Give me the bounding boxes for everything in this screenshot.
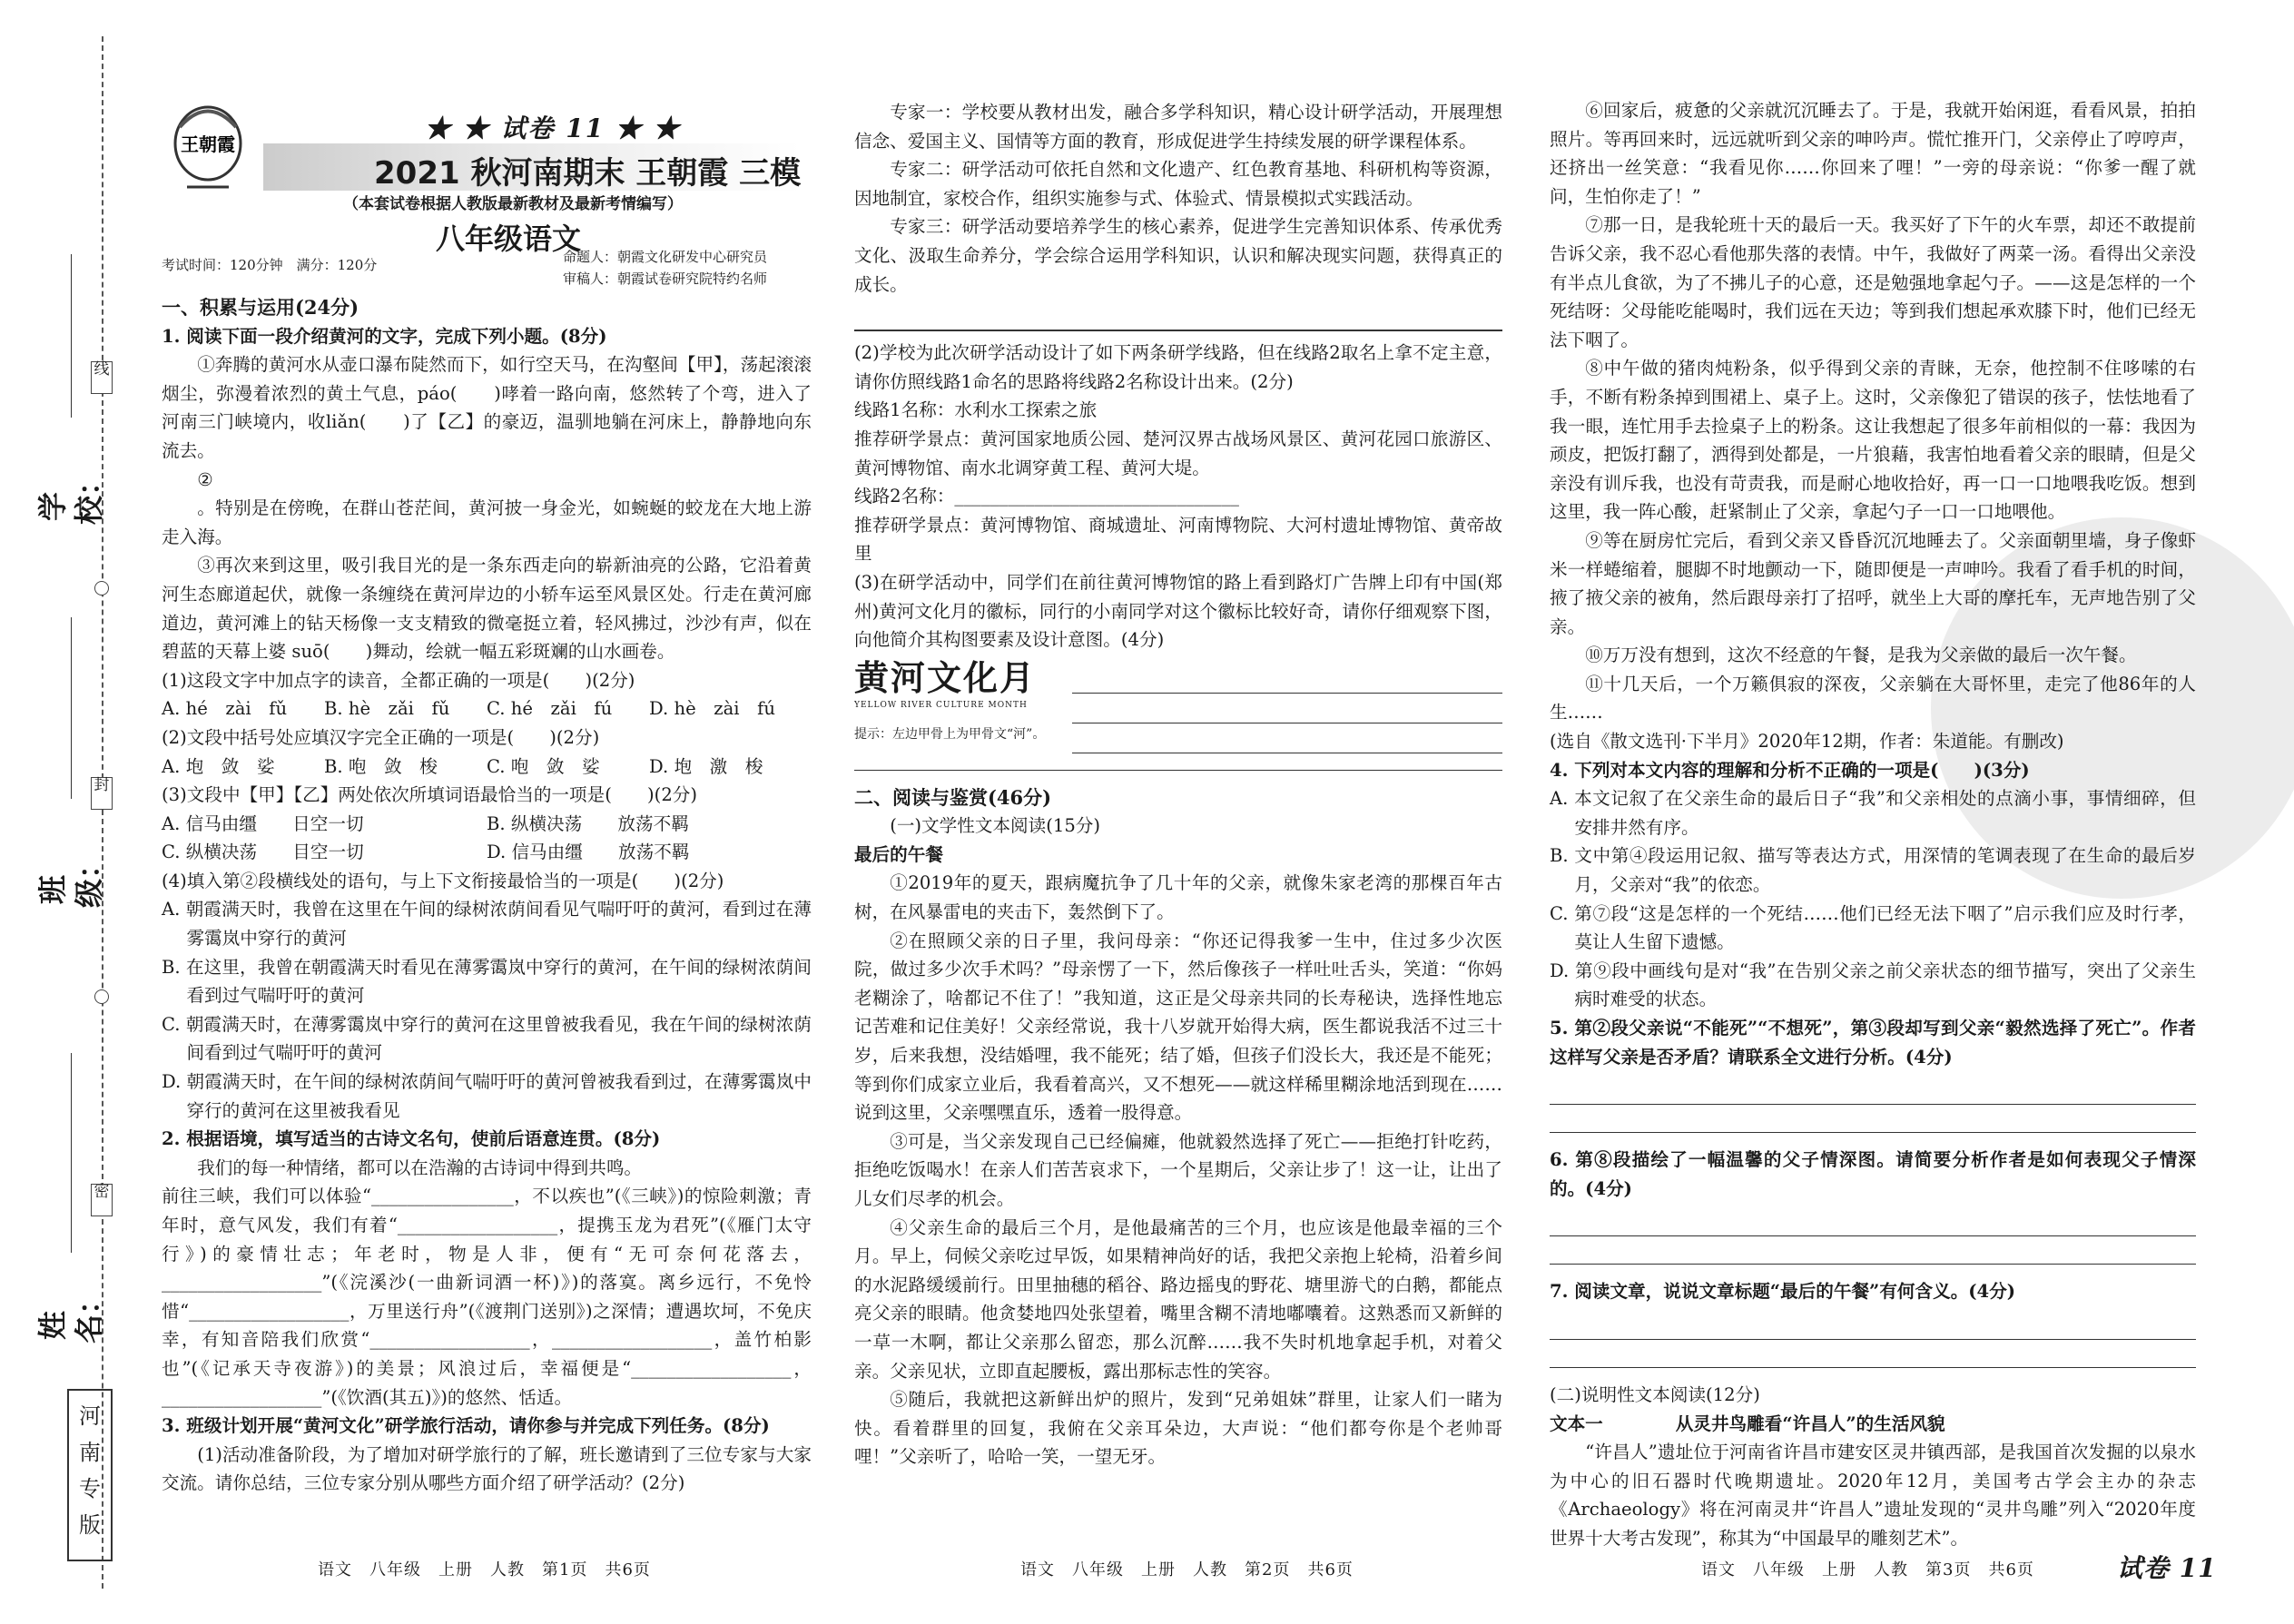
answer-lines[interactable] <box>1550 1312 2196 1368</box>
option-item[interactable]: C. hé zǎi fú <box>487 698 613 720</box>
emblem-title: 黄河文化月 <box>854 656 1037 698</box>
paragraph: (2)文段中括号处应填汉字完全正确的一项是( )(2分) <box>162 726 600 748</box>
answer-lines[interactable] <box>1550 1077 2196 1133</box>
footer-paper-tag: 试卷 11 <box>2117 1553 2217 1583</box>
class-label: 班级： <box>35 849 106 908</box>
option-item[interactable]: D. 信马由缰 放荡不羁 <box>487 842 690 863</box>
culture-month-emblem <box>854 656 1502 753</box>
paragraph: (选自《散文选刊·下半月》2020年12期，作者：朱道能。有删改) <box>1550 731 2064 753</box>
paragraph: 专家二：研学活动可依托自然和文化遗产、红色教育基地、科研机构等资源，因地制宜，家校合作，组织实施参与式、体验式、情景模拟式实践活动。 <box>854 159 1502 209</box>
paragraph: ①奔腾的黄河水从壶口瀑布陡然而下，如行空天马，在沟壑间【甲】，荡起滚滚烟尘，弥漫着浓烈的黄土气息，páo( )哮着一路向南，悠然转了个弯，进入了河南三门峡境内，收liǎn( )了【乙】的豪迈，温驯地躺在河床上，静静地向东流去。 <box>162 354 812 461</box>
option-item[interactable]: B. 文中第④段运用记叙、描写等表达方式，用深情的笔调表现了在生命的最后岁月，父亲对“我”的依恋。 <box>1550 845 2196 896</box>
option-item[interactable]: A. 信马由缰 日空一切 <box>162 812 364 834</box>
option-item[interactable]: A. 朝霞满天时，我曾在这里在午间的绿树浓荫间看见气喘吁吁的黄河，看到过在薄雾霭岚中穿行的黄河 <box>162 899 812 950</box>
paragraph: ⑪十几天后，一个万籁俱寂的深夜，父亲躺在大哥怀里，走完了他86年的人生…… <box>1550 673 2196 723</box>
options-row <box>162 753 812 782</box>
cut-line <box>102 36 103 1589</box>
paragraph: 线路1名称：水利水工探索之旅 <box>854 399 1098 421</box>
option-item[interactable]: C. 第⑦段“这是怎样的一个死结……他们已经无法下咽了”启示我们应及时行孝，莫让人生留下遗憾。 <box>1550 902 2196 953</box>
paragraph: ② <box>197 468 213 490</box>
paragraph: ⑨等在厨房忙完后，看到父亲又昏昏沉沉地睡去了。父亲面朝里墙，身子像虾米一样蜷缩着，腿脚不时地颤动一下，随即便是一声呻吟。我看了看手机的时间，掖了掖父亲的被角，然后跟母亲打了招呼，就坐上大哥的摩托车，无声地告别了父亲。 <box>1550 529 2196 637</box>
paragraph: 推荐研学景点：黄河国家地质公园、楚河汉界古战场风景区、黄河花园口旅游区、黄河博物馆、南水北调穿黄工程、黄河大堤。 <box>854 428 1502 478</box>
paragraph: ⑦那一日，是我轮班十天的最后一天。我买好了下午的火车票，却还不敢提前告诉父亲，我不忍心看他那失落的表情。中午，我做好了两菜一汤。看得出父亲没有半点儿食欲，为了不拂儿子的心意，还是勉强地拿起勺子。——这是怎样的一个死结呀：父母能吃能喝时，我们远在天边；等到我们想起承欢膝下时，他们已经无法下咽了。 <box>1550 214 2196 350</box>
option-item[interactable]: C. 咆 敛 娑 <box>487 755 600 777</box>
footer-page-2: 语文 八年级 上册 人教 第2页 共6页 <box>1020 1560 1354 1580</box>
paragraph: (3)在研学活动中，同学们在前往黄河博物馆的路上看到路灯广告牌上印有中国(郑州)黄河文化月的徽标，同行的小南同学对这个徽标比较好奇，请你仔细观察下图，向他简介其构图要素及设计意图。(4分) <box>854 571 1502 651</box>
question: 5. 第②段父亲说“不能死”“不想死”，第③段却写到父亲“毅然选择了死亡”。作者这样写父亲是否矛盾？请联系全文进行分析。(4分) <box>1550 1018 2196 1068</box>
gutter-mark-mi: 密 <box>91 1184 113 1216</box>
answer-lines[interactable] <box>1550 1208 2196 1265</box>
paragraph: ①2019年的夏天，跟病魔抗争了几十年的父亲，就像朱家老湾的那棵百年古树，在风暴雷电的夹击下，轰然倒下了。 <box>854 872 1502 923</box>
question: 1. 阅读下面一段介绍黄河的文字，完成下列小题。(8分) <box>162 325 607 347</box>
column-3 <box>1550 96 2196 1553</box>
option-item[interactable]: C. 纵横决荡 目空一切 <box>162 842 364 863</box>
option-item[interactable]: D. 垉 激 梭 <box>649 755 763 777</box>
paragraph: 最后的午餐 <box>854 843 943 865</box>
paragraph: 专家三：研学活动要培养学生的核心素养，促进学生完善知识体系、传承优秀文化、汲取生命养分，学会综合运用学科知识，认识和解决现实问题，获得真正的成长。 <box>854 216 1502 295</box>
paragraph: ③再次来到这里，吸引我目光的是一条东西走向的崭新油亮的公路，它沿着黄河生态廊道起伏，就像一条缠绕在黄河岸边的小轿车运至风景区处。行走在黄河廊道边，黄河滩上的钻天杨像一支支精致的微毫挺立着，轻风拂过，沙沙有声，似在碧蓝的天幕上婆 suō( )舞动，绘就一幅五彩斑斓的山水画卷。 <box>162 555 812 663</box>
question: 4. 下列对本文内容的理解和分析不正确的一项是( )(3分) <box>1550 759 2030 781</box>
footer-page-3: 语文 八年级 上册 人教 第3页 共6页 <box>1701 1560 2034 1580</box>
gutter-mark-feng: 封 <box>91 777 113 810</box>
paragraph: 推荐研学景点：黄河博物馆、商城遗址、河南博物院、大河村遗址博物馆、黄帝故里 <box>854 514 1502 565</box>
paragraph: (1)活动准备阶段，为了增加对研学旅行的了解，班长邀请到了三位专家与大家交流。请你总结，三位专家分别从哪些方面介绍了研学活动？(2分) <box>162 1443 812 1494</box>
paragraph: (1)这段文字中加点字的读音，全都正确的一项是( )(2分) <box>162 669 635 691</box>
paragraph: ⑥回家后，疲惫的父亲就沉沉睡去了。于是，我就开始闲逛，看看风景，拍拍照片。等再回来时，远远就听到父亲的呻吟声。慌忙推开门，父亲停止了哼哼声，还挤出一丝笑意：“我看见你……你回来了哩！”一旁的母亲说：“你爹一醒了就问，生怕你走了！” <box>1550 100 2196 207</box>
paragraph: 前往三峡，我们可以体验“________________，不以疾也”(《三峡》)的惊险刺激；青年时，意气风发，我们有着“__________________，提携玉龙为君死”(《雁门太守行》)的豪情壮志；年老时，物是人非，便有“无可奈何花落去，__________________”(《浣溪沙(一曲新词酒一杯)》)的落寞。离乡远行，不免怜惜“__________________，万里送行舟”(《渡荆门送别》)之深情；遭遇坎坷，不免庆幸，有知音陪我们欣赏“__________________，__________________，盖竹柏影也”(《记承天寺夜游》)的美景；风浪过后，幸福便是“__________________，__________________”(《饮酒(其五)》)的悠然、恬适。 <box>162 1186 812 1408</box>
option-item[interactable]: B. 咆 敛 梭 <box>324 755 438 777</box>
question: 7. 阅读文章，说说文章标题“最后的午餐”有何含义。(4分) <box>1550 1281 2016 1303</box>
subject-title: 八年级语文 <box>436 221 582 256</box>
binding-hole <box>94 581 109 595</box>
paragraph: ⑤随后，我就把这新鲜出炉的照片，发到“兄弟姐妹”群里，让家人们一睹为快。看着群里的回复，我俯在父亲耳朵边，大声说：“他们都夸你是个老帅哥哩！”父亲听了，哈哈一笑，一望无牙。 <box>854 1389 1502 1468</box>
question: 3. 班级计划开展“黄河文化”研学旅行活动，请你参与并完成下列任务。(8分) <box>162 1415 770 1437</box>
option-item[interactable]: B. 在这里，我曾在朝霞满天时看见在薄雾霭岚中穿行的黄河，在午间的绿树浓荫间看到过气喘吁吁的黄河 <box>162 956 812 1007</box>
column-1 <box>162 293 812 1498</box>
paragraph: (3)文段中【甲】【乙】两处依次所填词语最恰当的一项是( )(2分) <box>162 784 698 806</box>
answer-line[interactable] <box>854 761 1502 771</box>
paragraph: (4)填入第②段横线处的语句，与上下文衔接最恰当的一项是( )(2分) <box>162 870 724 891</box>
page-title: 2021 秋河南期末 王朝霞 三模 <box>374 155 802 192</box>
school-label: 学校： <box>35 466 106 525</box>
option-item[interactable]: A. 垉 敛 娑 <box>162 755 275 777</box>
option-item[interactable]: D. hè zài fú <box>649 698 776 720</box>
paragraph: (二)说明性文本阅读(12分) <box>1550 1383 1760 1405</box>
school-line <box>71 254 72 418</box>
text-title-row <box>1550 1410 2196 1439</box>
question: 2. 根据语境，填写适当的古诗文名句，使前后语意连贯。(8分) <box>162 1128 661 1150</box>
paragraph: 。特别是在傍晚，在群山苍茫间，黄河披一身金光，如蜿蜒的蛟龙在大地上游走入海。 <box>162 497 812 547</box>
paragraph: 专家一：学校要从教材出发，融合多学科知识，精心设计研学活动，开展理想信念、爱国主义、国情等方面的教育，形成促进学生持续发展的研学课程体系。 <box>854 102 1502 152</box>
paragraph: 线路2名称：________________________________ <box>854 486 1239 507</box>
province-edition: 河南专版 <box>67 1389 113 1561</box>
options-row <box>162 810 812 867</box>
text-title: 从灵井鸟雕看“许昌人”的生活风貌 <box>1675 1412 1945 1434</box>
paragraph: (2)学校为此次研学活动设计了如下两条研学线路，但在线路2取名上拿不定主意，请你仿照线路1命名的思路将线路2名称设计出来。(2分) <box>854 342 1502 392</box>
option-item[interactable]: B. 纵横决荡 放荡不羁 <box>487 812 689 834</box>
class-line <box>71 617 72 799</box>
wangzhaoxia-logo-icon <box>171 100 245 209</box>
text-label: 文本一 <box>1550 1412 1603 1434</box>
emblem-english: YELLOW RIVER CULTURE MONTH <box>854 701 1028 711</box>
exam-time: 考试时间：120分钟 满分：120分 <box>162 257 378 273</box>
footer-page-1: 语文 八年级 上册 人教 第1页 共6页 <box>318 1560 651 1580</box>
name-label: 姓名： <box>35 1284 106 1343</box>
option-item[interactable]: D. 第⑨段中画线句是对“我”在告别父亲之前父亲状态的细节描写，突出了父亲生病时难受的状态。 <box>1550 960 2196 1010</box>
column-2 <box>854 98 1502 1471</box>
page-subtitle: （本套试卷根据人教版最新教材及最新考情编写） <box>343 195 683 213</box>
name-line <box>71 1053 72 1253</box>
binding-hole <box>94 989 109 1004</box>
option-item[interactable]: A. hé zài fǔ <box>162 698 288 720</box>
author-1: 命题人：朝霞文化研发中心研究员 <box>563 249 768 265</box>
emblem-note: 提示：左边甲骨上为甲骨文“河”。 <box>854 726 1046 742</box>
paragraph: ⑩万万没有想到，这次不经意的午餐，是我为父亲做的最后一次午餐。 <box>1585 645 2137 666</box>
options-row <box>162 694 812 723</box>
paragraph: ④父亲生命的最后三个月，是他最痛苦的三个月，也应该是他最幸福的三个月。早上，伺候父亲吃过早饭，如果精神尚好的话，我把父亲抱上轮椅，沿着乡间的水泥路缓缓前行。田里抽穗的稻谷、路边摇曳的野花、塘里游弋的白鹅，都能点亮父亲的眼睛。他贪婪地四处张望着，嘴里含糊不清地嘟囔着。这熟悉而又新鲜的一草一木啊，都让父亲那么留恋，那么沉醉……我不失时机地拿起手机，对着父亲。父亲见状，立即直起腰板，露出那标志性的笑容。 <box>854 1216 1502 1382</box>
paragraph: ③可是，当父亲发现自己已经偏瘫，他就毅然选择了死亡——拒绝打针吃药，拒绝吃饭喝水！在亲人们苦苦哀求下，一个星期后，父亲让步了！这一让，让出了儿女们尽孝的机会。 <box>854 1130 1502 1209</box>
paragraph: (一)文学性文本阅读(15分) <box>890 815 1101 837</box>
answer-lines[interactable] <box>1072 664 1502 753</box>
section-heading: 一、积累与运用(24分) <box>162 296 359 319</box>
divider <box>854 304 1502 331</box>
paragraph: ②在照顾父亲的日子里，我问母亲：“你还记得我爹一生中，住过多少次医院，做过多少次手术吗？”母亲愣了一下，然后像孩子一样吐吐舌头，笑道：“你妈老糊涂了，啥都记不住了！”我知道，这正是父母亲共同的长寿秘诀，选择性地忘记苦难和记住美好！父亲经常说，我十八岁就开始得大病，医生都说我活不过三十岁，后来我想，没结婚哩，我不能死；结了婚，但孩子们没长大，我还是不能死；等到你们成家立业后，我看着高兴，又不想死——就这样稀里糊涂地活到现在……说到这里，父亲嘿嘿直乐，透着一股得意。 <box>854 930 1502 1124</box>
gutter-mark-xian: 线 <box>91 361 113 394</box>
option-item[interactable]: A. 本文记叙了在父亲生命的最后日子“我”和父亲相处的点滴小事，事情细碎，但安排井然有序。 <box>1550 788 2196 838</box>
author-2: 审稿人：朝霞试卷研究院特约名师 <box>563 271 768 287</box>
option-item[interactable]: C. 朝霞满天时，在薄雾霭岚中穿行的黄河在这里曾被我看见，我在午间的绿树浓荫间看到过气喘吁吁的黄河 <box>162 1013 812 1064</box>
paper-tag: ★ ★ 试卷 11 ★ ★ <box>425 113 681 143</box>
binding-gutter <box>0 0 150 1624</box>
emblem-logo <box>854 656 1063 750</box>
paragraph: 我们的每一种情绪，都可以在浩瀚的古诗词中得到共鸣。 <box>197 1156 643 1178</box>
option-item[interactable]: D. 朝霞满天时，在午间的绿树浓荫间气喘吁吁的黄河曾被我看到过，在薄雾霭岚中穿行的黄河在这里被我看见 <box>162 1071 812 1121</box>
option-item[interactable]: B. hè zǎi fǔ <box>324 698 450 720</box>
question: 6. 第⑧段描绘了一幅温馨的父子情深图。请简要分析作者是如何表现父子情深的。(4分) <box>1550 1149 2196 1199</box>
paragraph: “许昌人”遗址位于河南省许昌市建安区灵井镇西部，是我国首次发掘的以泉水为中心的旧石器时代晚期遗址。2020年12月，美国考古学会主办的杂志《Archaeology》将在河南灵井“许昌人”遗址发现的“灵井鸟雕”列入“2020年度世界十大考古发现”，称其为“中国最早的雕刻艺术”。 <box>1550 1442 2196 1549</box>
paragraph: ⑧中午做的猪肉炖粉条，似乎得到父亲的青睐，无奈，他控制不住哆嗦的右手，不断有粉条掉到围裙上、桌子上。这时，父亲像犯了错误的孩子，怯怯地看了我一眼，连忙用手去捡桌子上的粉条。这让我想起了很多年前相似的一幕：我因为顽皮，把饭打翻了，洒得到处都是，一片狼藉，我害怕地看着父亲的眼睛，但是父亲没有训斥我，也没有苛责我，而是耐心地收拾好，再一口一口地喂我吃饭。想到这里，我一阵心酸，赶紧制止了父亲，拿起勺子一口一口地喂他。 <box>1550 358 2196 523</box>
svg-text:王朝霞: 王朝霞 <box>181 133 235 155</box>
section-heading: 二、阅读与鉴赏(46分) <box>854 785 1052 809</box>
